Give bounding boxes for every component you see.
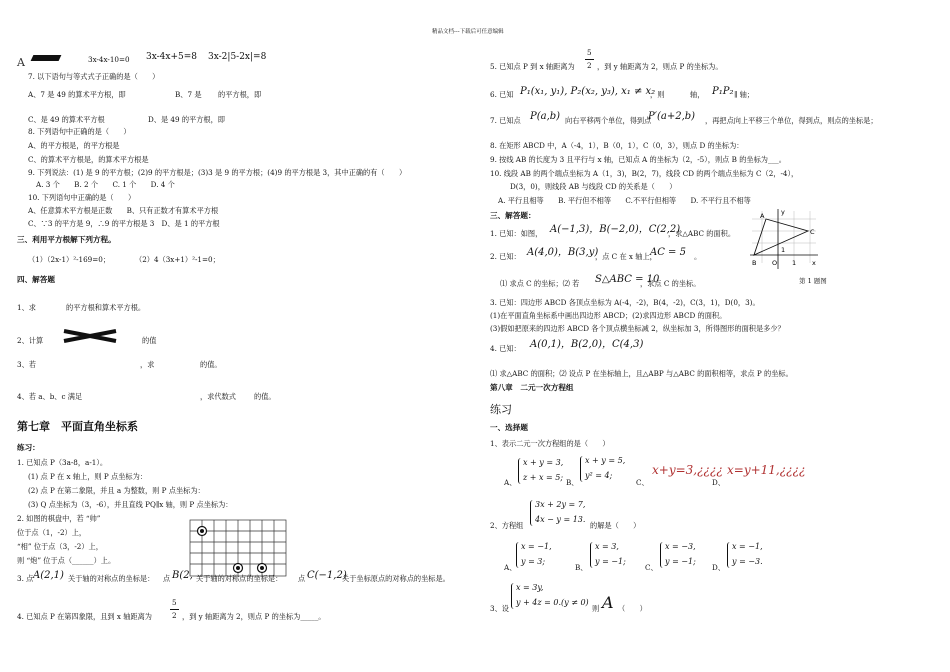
b2e: ，求点 C 的坐标。: [640, 279, 701, 288]
b3: 3. 已知：四边形 ABCD 各顶点坐标为 A(-4，-2)，B(4，-2)，C(3，1)，D(0，3)。: [490, 298, 760, 307]
c2-brace: [530, 500, 534, 526]
c1-b-brace: [580, 456, 584, 482]
page-header: 精品文档---下载后可任意编辑: [432, 29, 504, 35]
b2b: ，点 C 在 x 轴上，: [595, 252, 657, 261]
b2d: ⑴ 求点 C 的坐标；⑵ 若: [500, 279, 580, 288]
c2-b-line2: y = −1;: [595, 557, 626, 566]
c1-b-line2: y² = 4;: [585, 471, 613, 480]
equation-2: （2）4（3x+1）²-1=0；: [135, 255, 220, 264]
p2c: 则 “炮” 位于点（______）上。: [17, 556, 116, 565]
c1-c-label: C、: [636, 478, 649, 487]
q8: 8. 下列语句中正确的是（ ）: [28, 127, 131, 136]
c1-b-label: B、: [566, 478, 579, 487]
r8: 8. 在矩形 ABCD 中，A（-4，1），B（0，1），C（0，3），则点 D 的坐标为：: [490, 141, 744, 150]
c1-a-line1: x + y = 3,: [523, 458, 564, 467]
p1c: (3) Q 点坐标为（3，-6），并且直线 PQ∥x 轴，则 P 点坐标为：: [28, 500, 233, 509]
r7: 7. 已知点: [490, 116, 521, 125]
q7: 7. 以下语句与等式式子正确的是（ ）: [28, 72, 160, 81]
c2-a-line2: y = 3;: [521, 557, 546, 566]
q7d: D、是 49 的平方根，即: [148, 115, 225, 124]
equation-1: （1）（2x-1）²-169=0；: [28, 255, 111, 264]
b1b: ，求△ABC 的面积。: [668, 229, 736, 238]
p2: 2. 如图的棋盘中，若 “帅”: [17, 514, 101, 523]
chessboard-figure: [188, 518, 288, 578]
p1a: (1) 点 P 在 x 轴上，则 P 点坐标为：: [28, 472, 147, 481]
q8b: C、的算术平方根是，的算术平方根是: [28, 155, 149, 164]
c1-b-line1: x + y = 5,: [585, 456, 626, 465]
b1: 1. 已知：如图，: [490, 229, 543, 238]
r5-frac-bar: [585, 59, 594, 60]
p4-frac-num: 5: [172, 598, 177, 607]
r6: 6. 已知: [490, 90, 514, 99]
r6e: ∥ 轴；: [734, 90, 754, 99]
svg-text:1: 1: [792, 259, 797, 267]
p4-frac-bar: [170, 609, 179, 610]
c3-brace: [511, 583, 515, 609]
r7c: ，再把点向上平移三个单位，得到点，则点的坐标是；: [705, 116, 878, 125]
c2-c-line1: x = −3,: [665, 542, 696, 551]
c1-a-label: A、: [504, 478, 517, 487]
r7-point-p: P(a,b): [530, 111, 561, 122]
c3: 3、设: [490, 604, 509, 613]
b2-ac: AC = 5: [650, 247, 686, 258]
p3c: 点: [163, 574, 171, 583]
svg-text:1: 1: [781, 246, 786, 254]
chapter-8-title: 第八章 二元一次方程组: [490, 383, 574, 392]
p3: 3. 点: [17, 574, 34, 583]
ans-4b: ，求代数式: [200, 392, 236, 401]
ans-3: 3、若: [17, 360, 36, 369]
c1-c-eq: x+y=3,¿¿¿¿: [652, 463, 723, 477]
c2-c-label: C、: [645, 563, 658, 572]
ans-3b: ，求: [140, 360, 155, 369]
svg-text:C: C: [810, 228, 815, 236]
p4b: ，到 y 轴距离为 2，则点 P 的坐标为_____。: [182, 612, 326, 621]
r5-frac-num: 5: [587, 48, 592, 57]
c3-a: A: [602, 593, 614, 612]
r6b: ，则: [650, 90, 665, 99]
c1-a-line2: z + x = 5;: [523, 473, 564, 482]
figure-1-caption: 第 1 题图: [799, 277, 827, 285]
c2-c-brace: [660, 542, 664, 568]
triangle-figure: [748, 207, 820, 275]
c2-b-label: B、: [575, 563, 588, 572]
b3a: (1)在平面直角坐标系中画出四边形 ABCD；(2)求四边形 ABCD 的面积。: [490, 311, 727, 320]
c2-a-brace: [516, 542, 520, 568]
chapter-7-title: 第七章 平面直角坐标系: [17, 421, 138, 433]
c3b: 则: [592, 604, 600, 613]
c3c: （ ）: [618, 604, 647, 613]
p3d: 关于轴的对称点的坐标是：: [196, 574, 283, 583]
p3-point-b: B(2,: [172, 570, 193, 581]
p3f: 关于坐标原点的对称点的坐标是。: [342, 574, 450, 583]
cross-glyph: [60, 328, 120, 342]
b2-math: A(4,0)，B(3,y): [527, 247, 599, 258]
c2-a-label: A、: [504, 563, 517, 572]
c1: 1、表示二元一次方程组的是（ ）: [490, 439, 610, 448]
p2a: 位于点（1，-2）上，: [17, 528, 87, 537]
section-4-heading: 四、解答题: [17, 275, 55, 284]
r10-options: A. 平行且相等 B. 平行但不相等 C.不平行但相等 D. 不平行且不相等: [498, 196, 751, 205]
ans-2b: 的值: [142, 336, 157, 345]
r5: 5. 已知点 P 到 x 轴距离为: [490, 62, 575, 71]
b1-math: A(−1,3)，B(−2,0)，C(2,2): [550, 224, 681, 235]
r5-frac-den: 2: [587, 61, 592, 70]
q7b2: 的平方根，即: [218, 90, 262, 99]
r6c: 轴，: [690, 90, 705, 99]
section-3-heading: 三、利用平方根解下列方程。: [17, 235, 116, 244]
q6-frag-2: 3x-4x+5=8: [146, 52, 198, 62]
ans-4: 4、若 a、b、c 满足: [17, 392, 83, 401]
ans-3c: 的值。: [200, 360, 222, 369]
svg-text:A: A: [760, 212, 765, 220]
r9: 9. 按线 AB 的长度为 3 且平行与 x 轴，已知点 A 的坐标为（2，-5），则点 B 的坐标为___。: [490, 155, 786, 164]
b2-area: S△ABC = 10: [595, 274, 660, 285]
ans-4c: 的值。: [254, 392, 276, 401]
c3-line1: x = 3y,: [516, 583, 544, 592]
r5b: ，到 y 轴距离为 2，则点 P 的坐标为。: [597, 62, 723, 71]
svg-text:B: B: [752, 259, 757, 267]
svg-text:O: O: [772, 259, 778, 267]
c3-line2: y + 4z = 0.(y ≠ 0): [516, 598, 589, 607]
c2-line2: 4x − y = 13.: [535, 515, 586, 524]
p4-frac-den: 2: [172, 611, 177, 620]
r7b: 向右平移两个单位，得到点: [565, 116, 652, 125]
q10c: C、∵3 的平方是 9，∴9 的平方根是 3 D、是 1 的平方根: [28, 219, 220, 228]
r7-point-p-prime: P′(a+2,b): [648, 111, 696, 122]
q7b: B、7 是: [175, 90, 202, 99]
b4b: ⑴ 求△ABC 的面积；⑵ 设点 P 在坐标轴上，且△ABP 与△ABC 的面积相等，求点 P 的坐标。: [490, 369, 793, 378]
svg-text:y: y: [781, 208, 785, 216]
p3e: 点: [298, 574, 306, 583]
c1-d-label: D、: [712, 478, 725, 487]
q9-options: A. 3 个 B. 2 个 C. 1 个 D. 4 个: [36, 180, 175, 189]
c2-line1: 3x + 2y = 7,: [535, 500, 586, 509]
q10: 10. 下列语句中正确的是（ ）: [28, 193, 136, 202]
b2: 2. 已知：: [490, 252, 521, 261]
r10: 10. 线段 AB 的两个端点坐标为 A（1，3)，B(2，7)，线段 CD 的两个端点坐标为 C（2，-4），: [490, 169, 799, 178]
r10b: D(3，0)，则线段 AB 与线段 CD 的关系是（ ）: [510, 182, 677, 191]
b2c: 。: [694, 252, 702, 261]
p2b: “相” 位于点（3，-2）上，: [17, 542, 103, 551]
q6-glyph: [31, 55, 62, 61]
exercise-label: 练习：: [17, 443, 40, 452]
ans-1b: 的平方根和算术平方根。: [66, 303, 146, 312]
lianxi-heading: 练习: [490, 403, 512, 416]
b4-math: A(0,1)，B(2,0)，C(4,3): [530, 339, 644, 350]
svg-text:x: x: [812, 259, 816, 267]
c2: 2、方程组: [490, 521, 524, 530]
ans-2: 2、计算: [17, 336, 44, 345]
solve-heading: 三、解答题：: [490, 211, 536, 220]
p1: 1. 已知点 P（3a-8，a-1）。: [17, 458, 108, 467]
q8a: A、的平方根是，的平方根是: [28, 141, 120, 150]
c2-d-line1: x = −1,: [732, 542, 763, 551]
q6-frag-3: 3x-2|5-2x|=8: [208, 52, 267, 62]
q7a: A、7 是 49 的算术平方根，即: [28, 90, 126, 99]
b3b: (3)假如把原来的四边形 ABCD 各个顶点横坐标减 2，纵坐标加 3，所得图形的面积是多少？: [490, 324, 785, 333]
p4: 4. 已知点 P 在第四象限，且到 x 轴距离为: [17, 612, 152, 621]
ans-1: 1、求: [17, 303, 36, 312]
q10a: A、任意算术平方根是正数 B、只有正数才有算术平方根: [28, 206, 219, 215]
r6-math: P₁(x₁, y₁), P₂(x₂, y₃), x₁ ≠ x₂: [520, 86, 656, 97]
c2-d-label: D、: [712, 563, 725, 572]
p3b: 关于轴的对称点的坐标是：: [68, 574, 155, 583]
c2-b-brace: [590, 542, 594, 568]
c2-d-brace: [727, 542, 731, 568]
c2b: 的解是（ ）: [590, 521, 641, 530]
c2-a-line1: x = −1,: [521, 542, 552, 551]
q6-frag-1: 3x-4x-10=0: [88, 55, 130, 64]
p1b: (2) 点 P 在第二象限，并且 a 为整数，则 P 点坐标为：: [28, 486, 205, 495]
choice-heading: 一、选择题: [490, 423, 528, 432]
c2-d-line2: y = −3.: [732, 557, 763, 566]
q9: 9. 下列说法：(1) 是 9 的平方根；(2)9 的平方根是；(3)3 是 9 的平方根；(4)9 的平方根是 3，其中正确的有（ ）: [28, 168, 407, 177]
p3-point-a: A(2,1): [33, 570, 64, 581]
p3-point-c: C(−1,2): [307, 570, 347, 581]
c1-d-eq: x=y+11,¿¿¿¿: [727, 463, 806, 477]
r6d: P₁P₂: [712, 86, 734, 97]
c2-c-line2: y = −1;: [665, 557, 696, 566]
q6-opt-a: A: [17, 56, 25, 69]
c2-b-line1: x = 3,: [595, 542, 619, 551]
c1-a-brace: [518, 458, 522, 484]
q7c: C、是 49 的算术平方根: [28, 115, 105, 124]
b4: 4. 已知：: [490, 344, 521, 353]
